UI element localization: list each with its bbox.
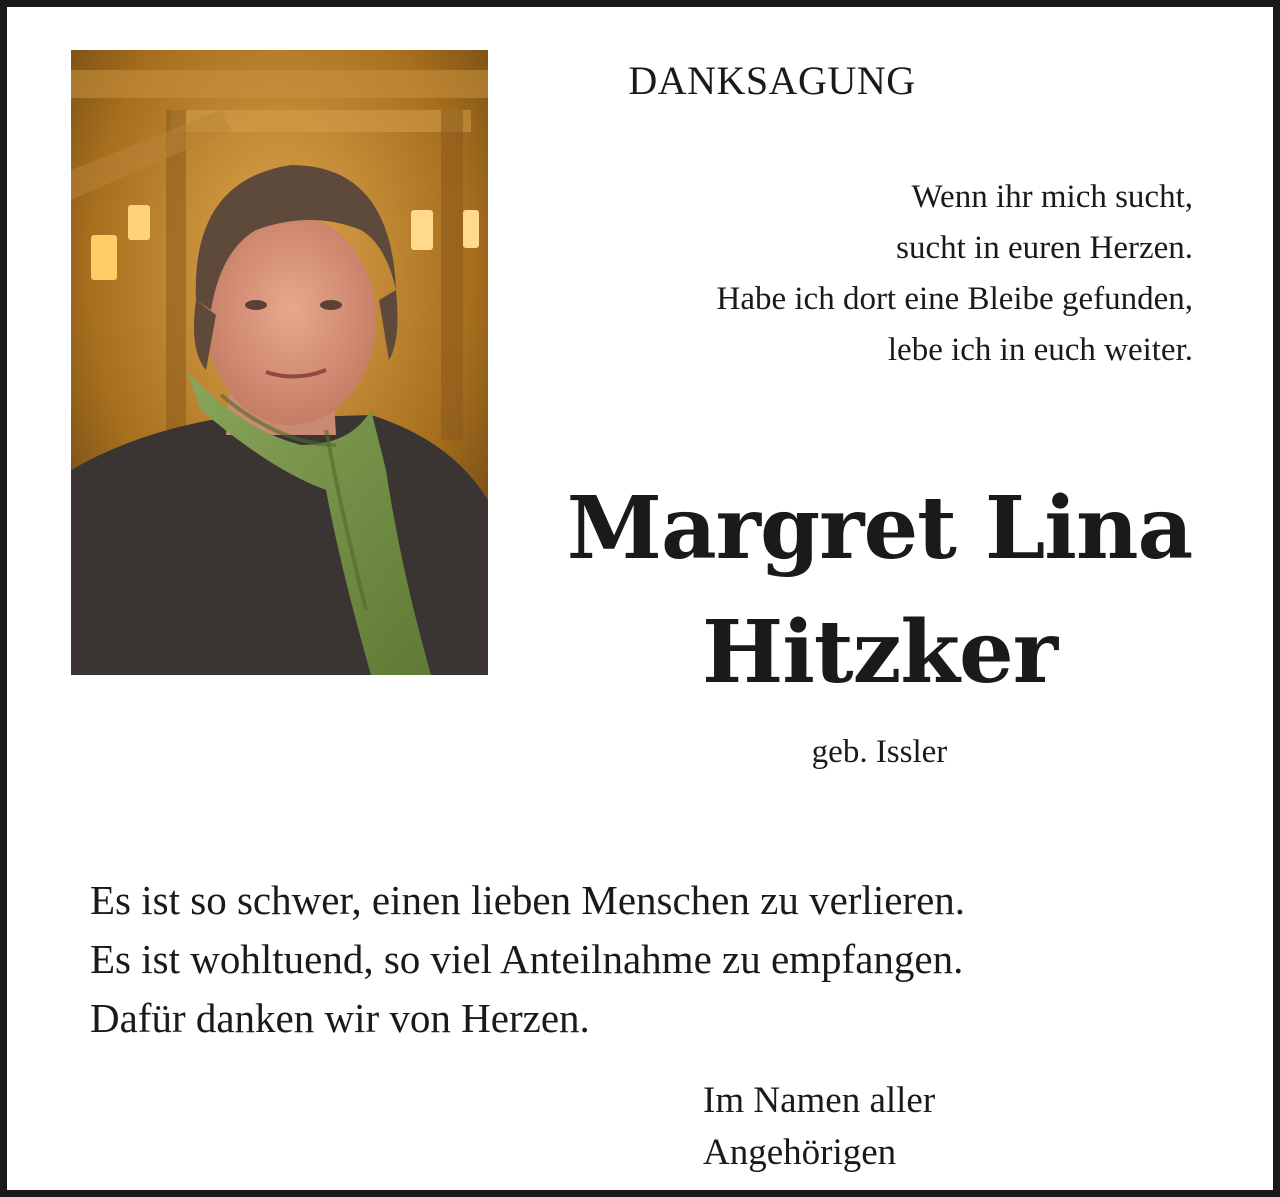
- heading-danksagung: DANKSAGUNG: [628, 58, 916, 103]
- deceased-surname: Hitzker: [701, 602, 1058, 703]
- message-line: Dafür danken wir von Herzen.: [90, 995, 590, 1041]
- birth-name: geb. Issler: [811, 734, 948, 770]
- message-line: Es ist so schwer, einen lieben Menschen zu verlieren.: [90, 877, 966, 923]
- portrait-photo: [71, 50, 488, 675]
- poem-line: lebe ich in euch weiter.: [887, 332, 1193, 368]
- portrait-illustration: [71, 50, 488, 675]
- signature-line: Angehörigen: [703, 1132, 897, 1173]
- signature-block: [703, 1075, 1123, 1179]
- signature-line: Im Namen aller: [703, 1080, 936, 1121]
- poem-line: Wenn ihr mich sucht,: [911, 179, 1193, 215]
- poem-line: sucht in euren Herzen.: [896, 230, 1193, 266]
- thank-you-message: [90, 871, 1230, 1048]
- memorial-poem: [553, 172, 1193, 376]
- poem-line: Habe ich dort eine Bleibe gefunden,: [716, 281, 1193, 317]
- message-line: Es ist wohltuend, so viel Anteilnahme zu empfangen.: [90, 936, 964, 982]
- deceased-name: [547, 467, 1212, 715]
- deceased-first-names: Margret Lina: [566, 478, 1193, 579]
